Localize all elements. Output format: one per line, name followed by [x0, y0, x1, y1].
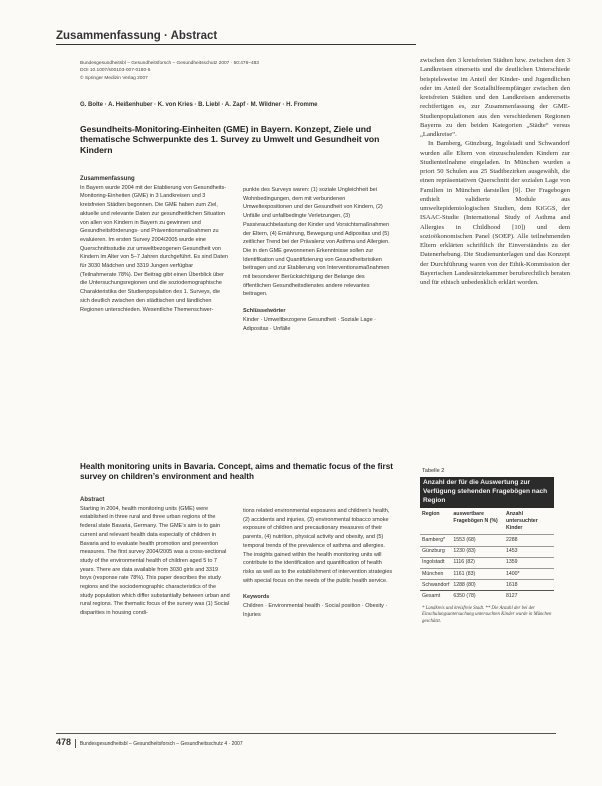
cell-region: Günzburg: [420, 546, 451, 557]
cell-questionnaires: 1161 (83): [451, 569, 504, 580]
page-footer: [56, 733, 556, 748]
german-summary-text-1: In Bayern wurde 2004 mit der Etablierung von Gesundheits-Monitoring-Einheiten (GME) in 3 Landkreisen und 3 kreisfreien Städten begonnen. Die GME haben zum Ziel, aktuelle und relevante Daten zur gesundheitlichen Situation von allen von Kindern in Bayern zu gewinnen und Gesundheitsförderungs- und Präventionsmaßnahmen zu evaluieren. Im ersten Survey 2004/2005 wurde eine Querschnittsstudie zur umweltbezogenen Gesundheit von Kindern im Alter von 5–7 Jahren durchgeführt. Es sind Daten für 3030 Mädchen und 3319 Jungen verfügbar (Teilnahmerate 78%). Der Beitrag gibt einen Überblick über die Untersuchungsregionen und die soziodemographische Charakteristika der Studienpopulation des 1. Surveys, die sich deutlich zwischen den städtischen und ländlichen Regionen unterschieden. Wesentliche Themenschwer-: [80, 184, 228, 313]
cell-region: Gesamt: [420, 591, 451, 602]
english-abstract-col2: [243, 507, 393, 619]
body-paragraph: In Bamberg, Günzburg, Ingolstadt und Schwandorf wurden alle Eltern von einzuschulenden Kindern zur Studienteilnahme eingeladen. In München wurden a priori 50 Schulen aus 25 Stadtbezirken ausgewählt, die einen repräsentativen Querschnitt der sozialen Lage von Familien in München darstellen [9]. Der Fragebogen enthielt validierte Module aus umweltepidemiologischen Studien, dem KiGGS, der ISAAC-Studie (International Study of Asthma and Allergies in Childhood [10]) und dem sozioökonomischen Panel (SOEP). Alle teilnehmenden Eltern erklärten schriftlich ihr Einverständnis zu der Datenerhebung. Die Studienunterlagen und das Konzept der Durchführung waren von der Ethik-Kommission der Bayerischen Landesärztekammer berufsrechtlich beraten und für ethisch unbedenklich erklärt worden.: [420, 140, 570, 286]
english-keywords: Children · Environmental health · Social position · Obesity · Injuries: [243, 603, 388, 618]
cell-children: 1359: [504, 557, 554, 568]
cell-children: 1453: [504, 546, 554, 557]
english-abstract-text-1: Starting in 2004, health monitoring units (GME) were established in three rural and three urban regions of the federal state Bavaria, Germany. The GME’s aim is to gain current and relevant health data especially of children in Bavaria and to evaluate health promotion and prevention measures. The first survey 2004/2005 was a cross-sectional study of the environmental health of children aged 5 to 7 years. There are data available from 3030 girls and 3319 boys (response rate 78%). This paper describes the study regions and the sociodemographic characteristics of the study population which differ substantially between urban and rural regions. The thematic focus of the survey was (1) Social disparities in housing condi-: [80, 505, 230, 617]
cell-region: München: [420, 569, 451, 580]
english-abstract-col1: [80, 496, 230, 618]
doi-line: DOI 10.1007/s00103-007-0180-5: [80, 68, 151, 74]
table-title: Anzahl der für die Auswertung zur Verfügung stehenden Fragebögen nach Region: [420, 477, 554, 508]
english-title: Health monitoring units in Bavaria. Concept, aims and thematic focus of the first survey on children’s environment and health: [80, 462, 393, 482]
table-footnote: * Landkreis und kreisfreie Stadt. ** Die Anzahl der bei der Einschulungsuntersuchung untersuchten Kinder wurde in München geschätzt.: [422, 605, 552, 624]
cell-children: 1400*: [504, 569, 554, 580]
cell-children: 1618: [504, 580, 554, 591]
english-abstract-text-2: tions related environmental exposures and children’s health, (2) accidents and injuries, (3) environmental tobacco smoke exposure of children and precautionary measures of their parents, (4) nutrition, physical activity and obesity, and (5) temporal trends of the prevalence of asthma and allergies. The insights gained within the health monitoring units will contribute to the identification and quantification of health risks as well as to the establishment of intervention strategies with special focus on the needs of the public health service.: [243, 508, 393, 584]
german-summary-col1: [80, 175, 230, 314]
copyright-line: © Springer Medizin Verlag 2007: [80, 75, 148, 81]
cell-children: 2288: [504, 535, 554, 546]
table-row: [420, 546, 554, 557]
cell-questionnaires: 1116 (82): [451, 557, 504, 568]
body-paragraph: zwischen den 3 kreisfreien Städten bzw. zwischen den 3 Landkreisen einerseits und die deutlichen Unterschiede beispielsweise im Anteil der Kinder- und Jugendlichen oder im Anteil der Sozialhilfeempfänger zwischen den kreisfreien Städten und den Landkreisen andererseits rechtfertigen es, zur Zusammenfassung der GME-Studienpopulationen aus den verschiedenen Regionen Bayerns zu den beiden Kategorien „Städte“ versus „Landkreise“.: [420, 57, 570, 138]
table-row: [420, 580, 554, 591]
german-summary-col2: [243, 186, 393, 333]
author-list: G. Bolte · A. Heißenhuber · K. von Kries · B. Liebl · A. Zapf · M. Wildner · H. Fromme: [80, 102, 318, 108]
citation-meta: [80, 60, 410, 82]
german-keywords: Kinder · Umweltbezogene Gesundheit · Soziale Lage · Adipositas · Unfälle: [243, 316, 376, 332]
body-text-column: [420, 56, 570, 287]
data-table: [420, 508, 554, 601]
abstract-heading: Abstract: [80, 497, 105, 503]
citation-line: Bundesgesundheitsbl – Gesundheitsforsch – Gesundheitsschutz 2007 · 50:476–483: [80, 61, 259, 66]
table-caption: Tabelle 2: [422, 468, 445, 474]
german-keywords-heading: Schlüsselwörter: [243, 308, 286, 315]
table-row: [420, 569, 554, 580]
cell-region: Ingolstadt: [420, 557, 451, 568]
table-row: [420, 557, 554, 568]
summary-heading: Zusammenfassung: [80, 176, 135, 182]
cell-region: Bamberg*: [420, 535, 451, 546]
german-title: Gesundheits-Monitoring-Einheiten (GME) in Bayern. Konzept, Ziele und thematische Schwerpunkte des 1. Survey zu Umwelt und Gesundheit von Kindern: [80, 124, 380, 155]
cell-questionnaires: 6350 (78): [451, 591, 504, 602]
section-header: Zusammenfassung · Abstract: [56, 30, 416, 45]
cell-children: 8127: [504, 591, 554, 602]
cell-questionnaires: 1553 (68): [451, 535, 504, 546]
cell-region: Schwandorf: [420, 580, 451, 591]
col-header-children: Anzahl untersuchter Kinder: [506, 511, 538, 532]
table-row: [420, 535, 554, 546]
table-2: [420, 468, 554, 625]
german-summary-text-2: punkte des Surveys waren: (1) soziale Ungleichheit bei Wohnbedingungen, dem mit verbundenen Umweltexpositionen und der Gesundheit von Kindern, (2) Unfälle und unfallbedingte Verletzungen, (3) Passivrauchbelastung der Kinder und Vorsichtsmaßnahmen der Eltern, (4) Ernährung, Bewegung und Adipositas und (5) zeitlicher Trend bei der Prävalenz von Asthma und Allergien. Die in den GME gewonnenen Erkenntnisse sollen zur Identifikation und Quantifizierung von Gesundheitsrisiken beitragen und zur Etablierung von Interventionsmaßnahmen mit besonderer Berücksichtigung der Belange des öffentlichen Gesundheitsdienstes andere relevantes beitragen.: [243, 187, 390, 298]
footer-divider: [75, 739, 76, 748]
english-keywords-heading: Keywords: [243, 594, 270, 601]
page-number: 478: [56, 737, 72, 747]
col-header-region: Region: [422, 511, 440, 518]
table-row-total: [420, 591, 554, 602]
col-header-questionnaires: auswertbare Fragebögen N (%): [453, 511, 498, 525]
journal-name: Bundesgesundheitsbl – Gesundheitsforsch – Gesundheitsschutz 4 · 2007: [79, 741, 243, 747]
cell-questionnaires: 1230 (83): [451, 546, 504, 557]
table-header-row: [420, 508, 554, 535]
cell-questionnaires: 1288 (80): [451, 580, 504, 591]
